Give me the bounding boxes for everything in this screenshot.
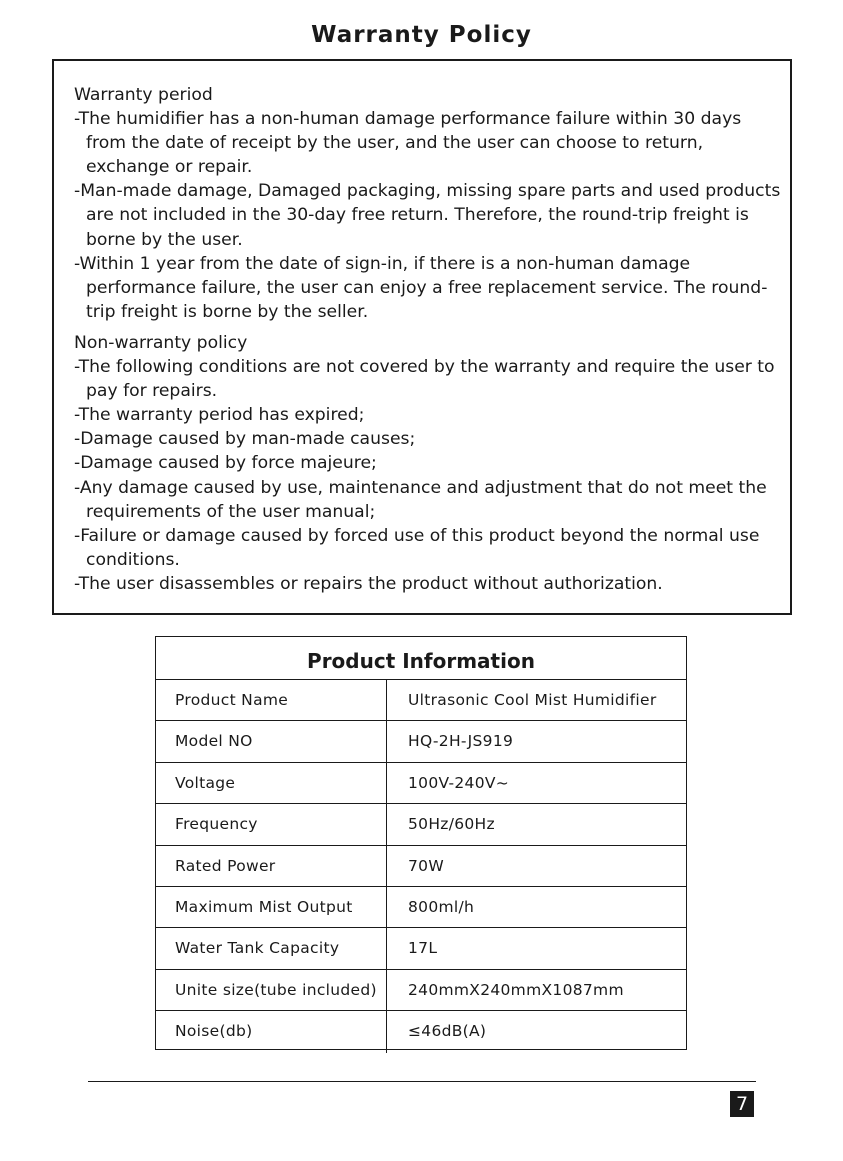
table-row	[156, 846, 686, 887]
row-label: Frequency	[156, 804, 387, 844]
warranty-text-block	[74, 83, 782, 596]
row-label: Maximum Mist Output	[156, 887, 387, 927]
page-number: 7	[730, 1091, 754, 1117]
row-label: Voltage	[156, 763, 387, 803]
footer-divider	[88, 1081, 756, 1082]
non-warranty-heading: Non-warranty policy	[74, 332, 248, 353]
warranty-item: -The humidifier has a non-human damage performance failure within 30 days from the date of receipt by the user, and the user can choose to return, exchange or repair.	[74, 109, 742, 178]
non-warranty-item: -The following conditions are not covered by the warranty and require the user to pay for repairs.	[74, 357, 775, 402]
table-row	[156, 1011, 686, 1052]
row-label: Model NO	[156, 721, 387, 761]
non-warranty-item: -Damage caused by man-made causes;	[74, 429, 416, 450]
product-information-title: Product Information	[156, 637, 686, 680]
row-value: 240mmX240mmX1087mm	[408, 980, 624, 999]
row-value: 50Hz/60Hz	[408, 815, 495, 834]
table-row	[156, 804, 686, 845]
row-label: Product Name	[156, 680, 387, 720]
warranty-item: -Man-made damage, Damaged packaging, missing spare parts and used products are not included in the 30-day free return. Therefore, the round-trip freight is borne by the user.	[74, 181, 781, 250]
table-row	[156, 763, 686, 804]
row-label: Noise(db)	[156, 1011, 387, 1052]
row-label: Unite size(tube included)	[156, 970, 387, 1010]
row-label: Water Tank Capacity	[156, 928, 387, 968]
row-label: Rated Power	[156, 846, 387, 886]
table-row	[156, 721, 686, 762]
non-warranty-item: -Damage caused by force majeure;	[74, 453, 377, 474]
warranty-period-heading: Warranty period	[74, 85, 213, 105]
warranty-item: -Within 1 year from the date of sign-in, if there is a non-human damage performance failure, the user can enjoy a free replacement service. The round-trip freight is borne by the seller.	[74, 253, 768, 322]
table-row	[156, 680, 686, 721]
row-value: 17L	[408, 939, 438, 958]
row-value: HQ-2H-JS919	[408, 732, 514, 751]
row-value: 70W	[408, 856, 444, 875]
table-row	[156, 970, 686, 1011]
non-warranty-item: -The user disassembles or repairs the product without authorization.	[74, 573, 663, 594]
non-warranty-item: -Any damage caused by use, maintenance and adjustment that do not meet the requirements of the user manual;	[74, 477, 767, 522]
table-row	[156, 928, 686, 969]
non-warranty-item: -The warranty period has expired;	[74, 405, 365, 426]
row-value: 100V-240V~	[408, 773, 510, 792]
non-warranty-item: -Failure or damage caused by forced use of this product beyond the normal use conditions.	[74, 525, 760, 570]
row-value: Ultrasonic Cool Mist Humidifier	[408, 691, 657, 709]
row-value: 800ml/h	[408, 897, 475, 916]
row-value: ≤46dB(A)	[408, 1022, 487, 1041]
table-row	[156, 887, 686, 928]
warranty-policy-box	[52, 59, 792, 615]
page-title: Warranty Policy	[311, 22, 532, 48]
product-information-table	[155, 636, 687, 1050]
